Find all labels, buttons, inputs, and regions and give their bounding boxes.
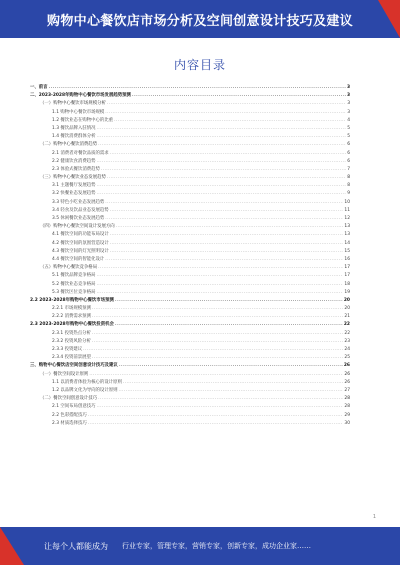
toc-entry-text: 三、购物中心餐饮店空间创意设计技巧及建议: [30, 363, 118, 369]
toc-entry-page: 11: [344, 207, 350, 213]
toc-entry[interactable]: [30, 182, 350, 190]
toc-entry-text: 2.3 体验式餐饮消费趋势: [52, 166, 100, 172]
toc-entry-page: 4: [347, 117, 350, 123]
toc-leader-dots: [105, 215, 343, 223]
toc-entry-text: 3.1 主题餐厅发展趋势: [52, 183, 96, 189]
toc-leader-dots: [118, 387, 343, 395]
toc-entry-text: （一）购物中心餐饮市场规模分析: [40, 101, 106, 107]
toc-entry-text: 3.3 特色小吃业态发展趋势: [52, 199, 105, 205]
toc-entry[interactable]: [30, 240, 350, 248]
toc-entry-page: 3: [347, 101, 350, 107]
toc-entry-page: 27: [344, 387, 350, 393]
toc-entry-page: 22: [343, 322, 350, 328]
toc-entry-text: （三）购物中心餐饮业态发展趋势: [40, 175, 106, 181]
footer-tagline: 行业专家，管理专家，营销专家，创新专家，成功企业家……: [122, 542, 311, 550]
toc-entry-page: 6: [347, 142, 350, 148]
toc-entry-text: 4.2 餐饮空间的氛围营造设计: [52, 240, 109, 246]
toc-entry-text: （五）购物中心餐饮竞争格局: [40, 265, 98, 271]
toc-entry[interactable]: [30, 338, 350, 346]
toc-entry-page: 10: [344, 199, 350, 205]
toc-leader-dots: [88, 412, 344, 420]
toc-entry[interactable]: [30, 346, 350, 354]
toc-entry-page: 20: [344, 306, 350, 312]
toc-entry-text: 2.2.2 消费需求预测: [52, 314, 91, 320]
toc-entry[interactable]: [30, 84, 350, 92]
toc-leader-dots: [116, 223, 344, 231]
toc-entry-page: 5: [347, 134, 350, 140]
toc-entry-page: 9: [347, 191, 350, 197]
toc-leader-dots: [49, 84, 346, 92]
toc-entry-text: 1.2 以品牌文化为导向的设计原则: [52, 387, 118, 393]
toc-entry-page: 6: [347, 150, 350, 156]
toc-leader-dots: [132, 92, 346, 100]
toc-entry-page: 6: [347, 158, 350, 164]
toc-entry-text: 5.1 餐饮品牌竞争格局: [52, 273, 96, 279]
toc-entry-page: 3: [347, 109, 350, 115]
header-banner: [0, 0, 400, 38]
toc-entry[interactable]: [30, 330, 350, 338]
toc-entry-page: 29: [344, 412, 350, 418]
toc-entry-text: 1.1 以消费者体验为核心的设计原则: [52, 379, 122, 385]
toc-entry[interactable]: [30, 150, 350, 158]
toc-heading: 内容目录: [173, 58, 226, 72]
toc-entry[interactable]: [30, 297, 350, 305]
toc-entry[interactable]: [30, 158, 350, 166]
toc-entry-text: 1.1 购物中心餐饮市场规模: [52, 109, 105, 115]
toc-entry-page: 25: [344, 355, 350, 361]
toc-entry-page: 3: [346, 93, 350, 99]
toc-leader-dots: [89, 371, 343, 379]
toc-leader-dots: [110, 207, 344, 215]
toc-leader-dots: [97, 182, 347, 190]
toc-entry[interactable]: [30, 264, 350, 272]
toc-leader-dots: [98, 141, 346, 149]
toc-entry[interactable]: [30, 207, 350, 215]
toc-leader-dots: [83, 346, 343, 354]
toc-entry[interactable]: [30, 354, 350, 362]
toc-entry[interactable]: [30, 387, 350, 395]
toc-entry-page: 16: [344, 256, 350, 262]
toc-entry-text: 2.1 空间布局创意技巧: [52, 404, 96, 410]
toc-leader-dots: [98, 395, 343, 403]
toc-leader-dots: [115, 321, 343, 329]
toc-leader-dots: [107, 174, 346, 182]
toc-entry-text: 4.4 餐饮空间的智能化设计: [52, 256, 105, 262]
toc-entry[interactable]: [30, 133, 350, 141]
toc-leader-dots: [97, 133, 347, 141]
toc-entry-page: 14: [344, 240, 350, 246]
toc-entry-page: 17: [344, 273, 350, 279]
toc-entry-text: 4.3 餐饮空间的灯光照明设计: [52, 248, 109, 254]
corner-decoration: [378, 0, 400, 38]
toc-entry[interactable]: [30, 190, 350, 198]
toc-entry[interactable]: [30, 321, 350, 329]
toc-entry-page: 8: [347, 183, 350, 189]
toc-entry[interactable]: [30, 174, 350, 182]
toc-leader-dots: [97, 403, 344, 411]
toc-entry-text: 3.2 快餐业态发展趋势: [52, 191, 96, 197]
toc-entry-text: 1.2 餐饮业态在购物中心的比重: [52, 117, 114, 123]
toc-leader-dots: [97, 125, 347, 133]
toc-entry-text: 5.3 餐饮区位竞争格局: [52, 289, 96, 295]
toc-entry-page: 17: [344, 265, 350, 271]
toc-entry[interactable]: [30, 231, 350, 239]
document-title: 购物中心餐饮店市场分析及空间创意设计技巧及建议: [47, 13, 353, 29]
toc-entry-text: 2.2 2023-2028年购物中心餐饮市场预测: [30, 297, 114, 303]
toc-entry-page: 30: [344, 420, 350, 426]
toc-leader-dots: [98, 264, 343, 272]
toc-entry-page: 26: [344, 379, 350, 385]
toc-entry-page: 26: [343, 363, 350, 369]
toc-leader-dots: [105, 109, 346, 117]
toc-entry-text: （二）购物中心餐饮消费趋势: [40, 142, 98, 148]
toc-entry-page: 20: [343, 297, 350, 303]
toc-entry[interactable]: [30, 141, 350, 149]
toc-entry[interactable]: [30, 289, 350, 297]
footer-corner-decoration: [0, 527, 24, 565]
toc-entry[interactable]: [30, 313, 350, 321]
toc-leader-dots: [110, 248, 344, 256]
toc-entry-page: 28: [344, 404, 350, 410]
toc-entry-page: 13: [344, 232, 350, 238]
toc-leader-dots: [92, 330, 343, 338]
toc-entry[interactable]: [30, 223, 350, 231]
toc-entry[interactable]: [30, 403, 350, 411]
toc-entry-text: 1.3 餐饮品牌入驻情况: [52, 125, 96, 131]
toc-entry[interactable]: [30, 166, 350, 174]
toc-entry-text: 3.4 轻食及饮品业态发展趋势: [52, 207, 109, 213]
toc-entry[interactable]: [30, 256, 350, 264]
toc-leader-dots: [97, 289, 344, 297]
toc-leader-dots: [110, 231, 344, 239]
toc-entry-page: 26: [344, 371, 350, 377]
toc-entry[interactable]: [30, 281, 350, 289]
toc-entry[interactable]: [30, 215, 350, 223]
toc-leader-dots: [123, 379, 344, 387]
toc-entry[interactable]: [30, 100, 350, 108]
toc-entry[interactable]: [30, 305, 350, 313]
toc-entry-text: （一）餐饮空间设计原则: [40, 371, 89, 377]
toc-entry-page: 22: [344, 330, 350, 336]
toc-leader-dots: [88, 420, 344, 428]
toc-leader-dots: [92, 305, 343, 313]
toc-entry-page: 23: [344, 338, 350, 344]
toc-entry-text: 1.4 餐饮消费群体分析: [52, 134, 96, 140]
toc-entry[interactable]: [30, 395, 350, 403]
toc-leader-dots: [92, 313, 343, 321]
toc-leader-dots: [114, 117, 346, 125]
toc-leader-dots: [110, 150, 347, 158]
toc-leader-dots: [101, 166, 346, 174]
toc-entry-text: 2.3.3 投资建议: [52, 347, 83, 352]
toc-entry[interactable]: [30, 420, 350, 428]
toc-entry[interactable]: [30, 125, 350, 133]
table-of-contents: [30, 84, 350, 428]
toc-entry[interactable]: [30, 272, 350, 280]
toc-entry-page: 15: [344, 248, 350, 254]
toc-entry-page: 7: [347, 166, 350, 172]
toc-entry[interactable]: [30, 199, 350, 207]
toc-leader-dots: [105, 256, 343, 264]
toc-leader-dots: [119, 362, 343, 370]
toc-leader-dots: [97, 190, 347, 198]
toc-entry[interactable]: [30, 117, 350, 125]
toc-leader-dots: [92, 354, 343, 362]
toc-leader-dots: [105, 199, 343, 207]
toc-leader-dots: [115, 297, 343, 305]
toc-entry-text: （四）购物中心餐饮空间设计发展方向: [40, 224, 115, 230]
toc-entry-text: 2.3.1 投资热点分析: [52, 330, 91, 336]
toc-entry-page: 5: [347, 125, 350, 131]
footer-slogan: 让每个人都能成为: [44, 541, 108, 551]
toc-entry-text: 2.2 健康饮食消费趋势: [52, 158, 96, 164]
toc-leader-dots: [97, 281, 344, 289]
toc-entry-page: 18: [344, 281, 350, 287]
toc-entry[interactable]: [30, 109, 350, 117]
toc-entry-text: 3.5 休闲餐饮业态发展趋势: [52, 216, 105, 221]
toc-entry-text: 2.3 材质选择技巧: [52, 420, 87, 426]
toc-entry-page: 8: [347, 175, 350, 181]
toc-entry[interactable]: [30, 248, 350, 256]
toc-entry[interactable]: [30, 379, 350, 387]
toc-entry-page: 3: [346, 85, 350, 90]
toc-entry[interactable]: [30, 412, 350, 420]
toc-entry-text: 2.3.4 投资前景展望: [52, 355, 91, 361]
toc-leader-dots: [110, 240, 344, 248]
toc-entry-text: 5.2 餐饮业态竞争格局: [52, 281, 96, 287]
toc-entry-text: 2.2.1 市场规模预测: [52, 306, 91, 312]
toc-entry-text: 4.1 餐饮空间的功能布局设计: [52, 232, 109, 238]
toc-entry-page: 13: [344, 224, 350, 230]
toc-leader-dots: [97, 158, 347, 166]
toc-entry-text: 二、2023-2028年购物中心餐饮市场发展趋势预测: [30, 93, 131, 99]
toc-entry-page: 21: [344, 314, 350, 320]
footer-banner: [0, 527, 400, 565]
toc-entry-text: （二）餐饮空间创意设计技巧: [40, 396, 98, 402]
toc-entry-page: 19: [344, 289, 350, 295]
toc-entry[interactable]: [30, 362, 350, 370]
toc-entry-text: 一、前言: [30, 85, 48, 90]
toc-leader-dots: [107, 100, 346, 108]
page-number: 1: [372, 514, 376, 520]
toc-entry[interactable]: [30, 371, 350, 379]
toc-entry-page: 12: [344, 216, 350, 221]
toc-entry-text: 2.1 消费者对餐饮品质的需求: [52, 150, 109, 156]
toc-leader-dots: [92, 338, 343, 346]
toc-entry-page: 28: [344, 396, 350, 402]
toc-entry-text: 2.2 色彩搭配技巧: [52, 412, 87, 418]
toc-entry-text: 2.3 2023-2028年购物中心餐饮投资机会: [30, 322, 114, 328]
toc-leader-dots: [97, 272, 344, 280]
toc-entry-text: 2.3.2 投资风险分析: [52, 338, 91, 344]
toc-entry-page: 24: [344, 347, 350, 352]
toc-entry[interactable]: [30, 92, 350, 100]
